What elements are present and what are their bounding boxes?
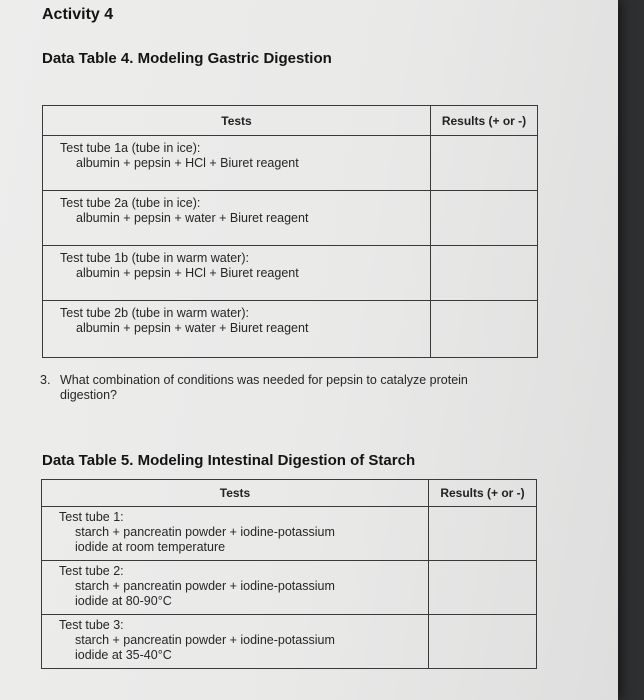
table5-header-row [42,480,537,507]
data-table-4 [42,105,538,358]
row-label: Test tube 1a (tube in ice): [60,141,201,155]
result-cell[interactable] [431,136,538,191]
row-contents: starch + pancreatin powder + iodine-potassium [75,633,335,647]
result-cell[interactable] [429,561,537,615]
result-cell[interactable] [431,246,538,301]
result-cell[interactable] [429,615,537,669]
result-cell[interactable] [431,191,538,246]
row-label: Test tube 1: [59,510,124,524]
table-row [42,615,537,669]
table4-header-row [43,106,538,136]
table-row [43,191,538,246]
row-contents: albumin + pepsin + HCl + Biuret reagent [76,156,299,170]
table-row [42,561,537,615]
table5-header-results: Results (+ or -) [429,480,537,507]
row-contents: starch + pancreatin powder + iodine-potassium [75,579,335,593]
result-cell[interactable] [431,301,538,358]
row-contents-cont: iodide at 35-40°C [75,648,172,662]
table4-header-tests: Tests [43,106,431,136]
row-label: Test tube 2b (tube in warm water): [60,306,249,320]
question-number: 3. [40,373,51,387]
row-label: Test tube 2a (tube in ice): [60,196,201,210]
row-contents: albumin + pepsin + HCl + Biuret reagent [76,266,299,280]
row-label: Test tube 2: [59,564,124,578]
table-row [43,136,538,191]
row-label: Test tube 3: [59,618,124,632]
question-text-line1: What combination of conditions was needed for pepsin to catalyze protein [60,373,468,387]
table-row [42,507,537,561]
row-contents-cont: iodide at 80-90°C [75,594,172,608]
data-table-5 [41,479,537,669]
activity-title: Activity 4 [42,6,114,23]
row-contents: starch + pancreatin powder + iodine-potassium [75,525,335,539]
table-row [43,246,538,301]
row-label: Test tube 1b (tube in warm water): [60,251,249,265]
row-contents-cont: iodide at room temperature [75,540,226,554]
row-contents: albumin + pepsin + water + Biuret reagent [76,321,309,335]
table4-header-results: Results (+ or -) [431,106,538,136]
result-cell[interactable] [429,507,537,561]
table-row [43,301,538,358]
table4-title: Data Table 4. Modeling Gastric Digestion [42,50,332,67]
row-contents: albumin + pepsin + water + Biuret reagent [76,211,309,225]
table5-title: Data Table 5. Modeling Intestinal Digestion of Starch [42,452,416,469]
question-text-line2: digestion? [60,388,117,402]
question-3 [40,373,560,403]
table5-header-tests: Tests [42,480,429,507]
